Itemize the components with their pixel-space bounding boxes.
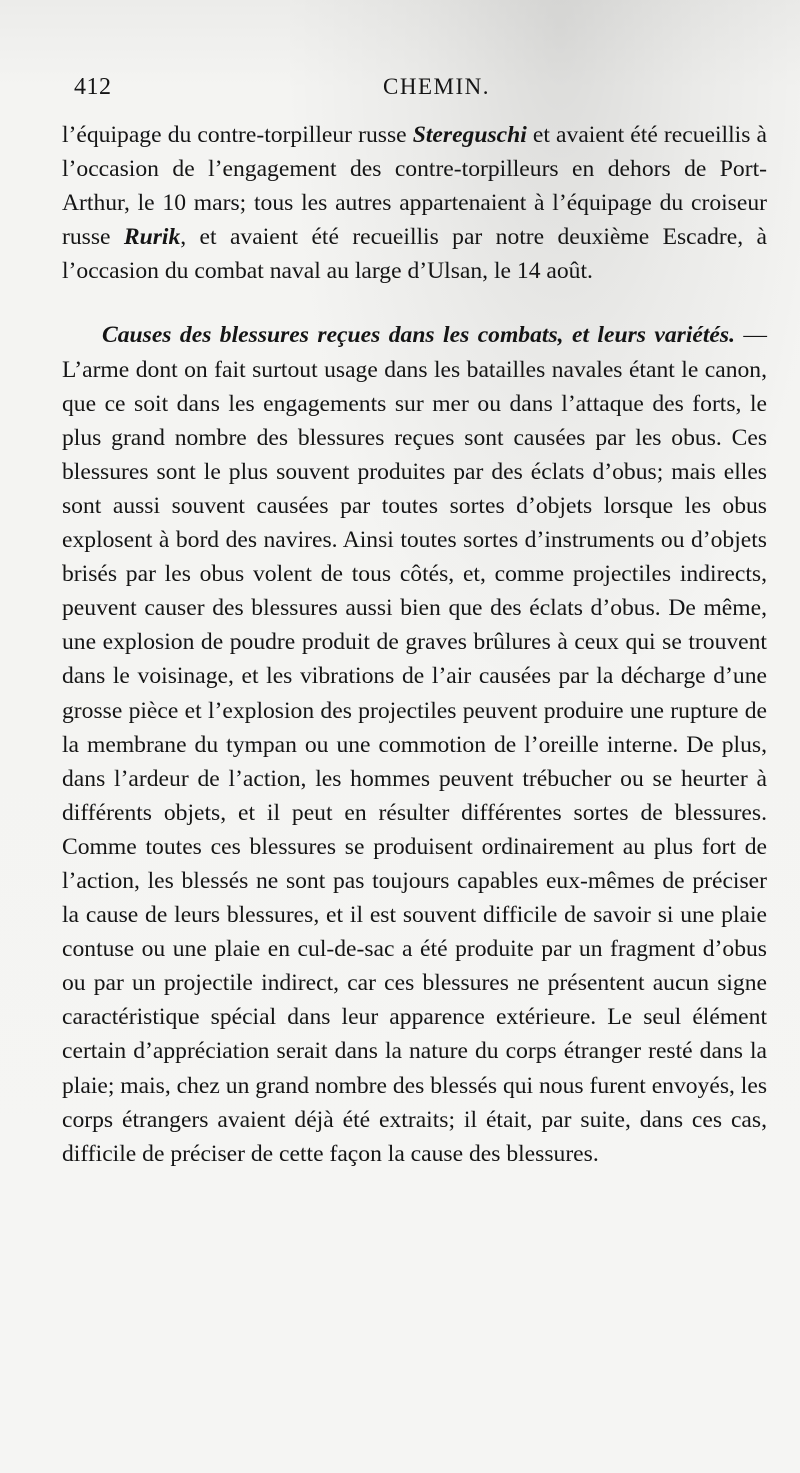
paragraph-1-text-2: et avaient été recueillis à l’occasion de l’engagement des contre-torpilleurs en dehors de Port-Arthur, le 10 mars; tous les autres appartenaient à l’équipage du croiseur russe (62, 122, 767, 251)
page-header (74, 74, 774, 110)
heading-dash: — (734, 322, 767, 349)
page-number: 412 (74, 74, 112, 100)
section-heading: Causes des blessures reçues dans les combats, et leurs variétés. (102, 322, 735, 349)
ship-name-stereguschi: Stereguschi (412, 122, 527, 148)
paragraph-2 (62, 318, 767, 1170)
running-head: CHEMIN. (383, 74, 490, 99)
body-text (62, 118, 767, 1171)
paragraph-1 (62, 118, 767, 288)
paragraph-1-text-1: l’équipage du contre-torpilleur russe (62, 122, 413, 148)
paragraph-2-text: L’arme dont on fait surtout usage dans les batailles navales étant le canon, que ce soit dans les engagements sur mer ou dans l’attaque des forts, le plus grand nombre des blessures reçues sont causées par les obus. Ces blessures sont le plus souvent produites par des éclats d’obus; mais elles sont aussi souvent causées par toutes sortes d’objets lorsque les obus explosent à bord des navires. Ainsi toutes sortes d’instruments ou d’objets brisés par les obus volent de tous côtés, et, comme projectiles indirects, peuvent causer des blessures aussi bien que des éclats d’obus. De même, une explosion de poudre produit de graves brûlures à ceux qui se trouvent dans le voisinage, et les vibrations de l’air causées par la décharge d’une grosse pièce et l’explosion des projectiles peuvent produire une rupture de la membrane du tympan ou une commotion de l’oreille interne. De plus, dans l’ardeur de l’action, les hommes peuvent trébucher ou se heurter à différents objets, et il peut en résulter différentes sortes de blessures. Comme toutes ces blessures se produisent ordinairement au plus fort de l’action, les blessés ne sont pas toujours capables eux-mêmes de préciser la cause de leurs blessures, et il est souvent difficile de savoir si une plaie contuse ou une plaie en cul-de-sac a été produite par un fragment d’obus ou par un projectile indirect, car ces blessures ne présentent aucun signe caractéristique spécial dans leur apparence extérieure. Le seul élément certain d’appréciation serait dans la nature du corps étranger resté dans la plaie; mais, chez un grand nombre des blessés qui nous furent envoyés, les corps étrangers avaient déjà été extraits; il était, par suite, dans ces cas, difficile de préciser de cette façon la cause des blessures. (62, 356, 768, 1167)
paragraph-1-text-3: , et avaient été recueillis par notre deuxième Escadre, à l’occasion du combat naval au large d’Ulsan, le 14 août. (62, 224, 767, 285)
ship-name-rurik: Rurik (123, 224, 181, 251)
